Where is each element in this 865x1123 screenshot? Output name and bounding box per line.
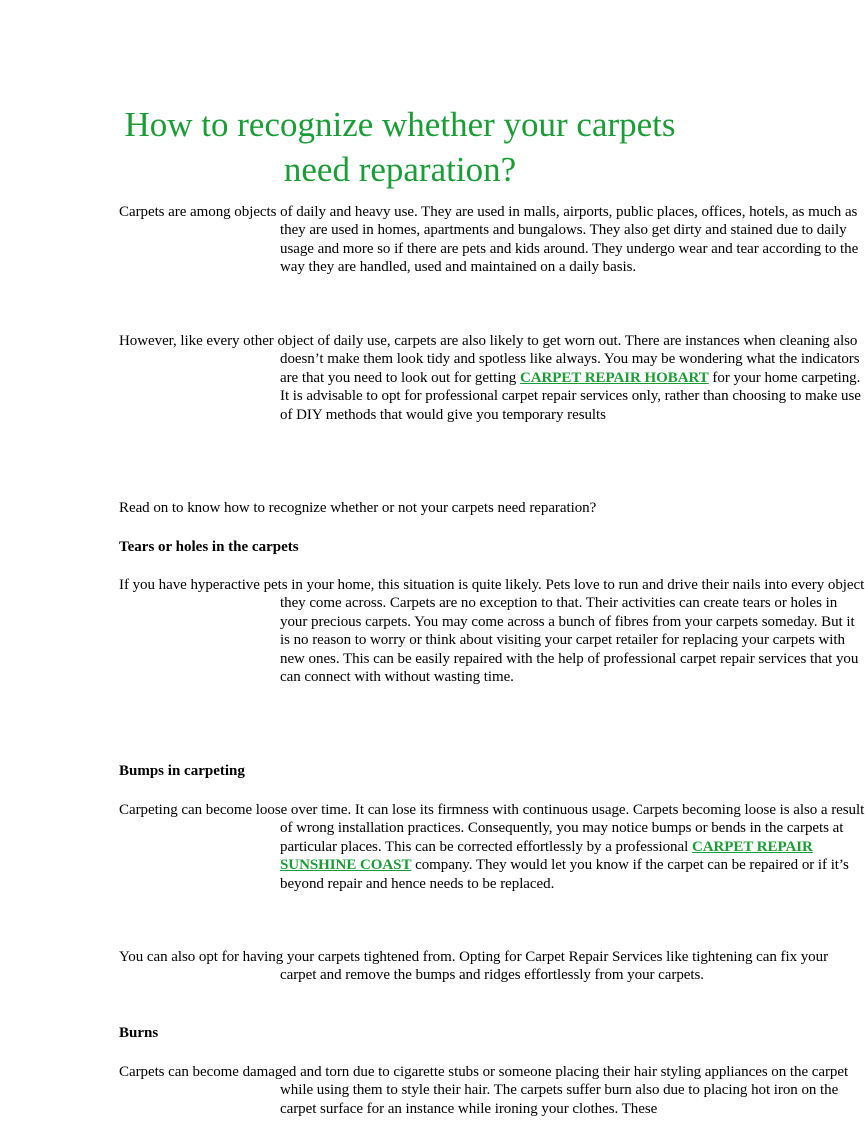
paragraph-burns: Carpets can become damaged and torn due to cigarette stubs or someone placing their hair styling appliances on the carpet while using them to style their hair. The carpets suffer burn also due to placing hot iron on the carpet surface for an instance while ironing your clothes. These (119, 1064, 849, 1117)
heading-tears-holes: Tears or holes in the carpets (119, 539, 299, 555)
paragraph-tightening: You can also opt for having your carpets tightened from. Opting for Carpet Repair Services like tightening can fix your carpet and remove the bumps and ridges effortlessly from your carpets. (119, 949, 829, 984)
paragraph-bumps-text-end: company. They would let you know if the carpet can be repaired or if it’s beyond repair and hence needs to be replaced. (280, 857, 849, 892)
paragraph-worn-out-text-end: for your home carpeting. It is advisable to opt for professional carpet repair services only, rather than choosing to make use of DIY methods that would give you temporary results (280, 369, 861, 423)
heading-bumps: Bumps in carpeting (119, 763, 245, 779)
page-title: How to recognize whether your carpets need reparation? (124, 105, 676, 189)
paragraph-read-on: Read on to know how to recognize whether or not your carpets need reparation? (119, 500, 597, 516)
paragraph-bumps (119, 801, 865, 893)
carpet-repair-sunshine-coast-link[interactable]: CARPET REPAIR SUNSHINE COAST (280, 838, 813, 874)
paragraph-bumps-text-start: Carpeting can become loose over time. It can lose its firmness with continuous usage. Carpets becoming loose is also a result of wrong installation practices. Consequently, you may notice bumps or bends in the carpets at particular places. This can be corrected effortlessly by a professional (119, 802, 865, 855)
paragraph-worn-out (119, 332, 865, 424)
paragraph-intro: Carpets are among objects of daily and heavy use. They are used in malls, airports, public places, offices, hotels, as much as they are used in homes, apartments and bungalows. They also get dirty and stained due to daily usage and more so if there are pets and kids around. They undergo wear and tear according to the way they are handled, used and maintained on a daily basis. (119, 204, 859, 276)
heading-burns: Burns (119, 1025, 159, 1041)
paragraph-tears-holes: If you have hyperactive pets in your home, this situation is quite likely. Pets love to run and drive their nails into every object they come across. Carpets are no exception to that. Their activities can create tears or holes in your precious carpets. You may come across a bunch of fibres from your carpets someday. But it is no reason to worry or think about visiting your carpet retailer for replacing your carpets with new ones. This can be easily repaired with the help of professional carpet repair services that you can connect with without wasting time. (119, 577, 865, 686)
paragraph-worn-out-text-start: However, like every other object of daily use, carpets are also likely to get worn out. There are instances when cleaning also doesn’t make them look tidy and spotless like always. You may be wondering what the indicators are that you need to look out for getting (119, 333, 860, 386)
carpet-repair-hobart-link[interactable]: CARPET REPAIR HOBART (519, 369, 709, 386)
